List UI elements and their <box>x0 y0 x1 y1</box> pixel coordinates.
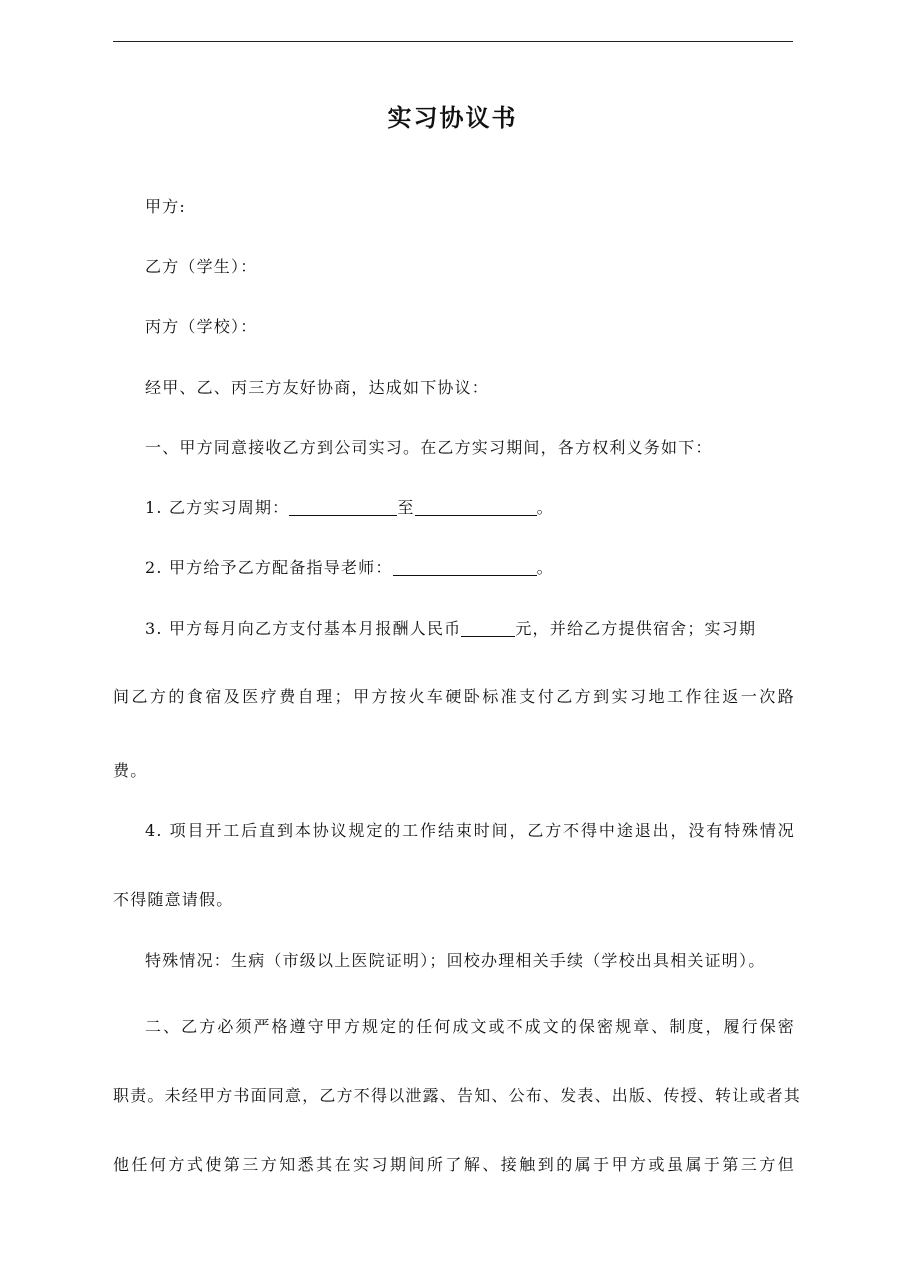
header-rule <box>113 41 793 42</box>
intro-paragraph: 经甲、乙、丙三方友好协商，达成如下协议： <box>145 378 490 397</box>
party-a-label: 甲方: <box>145 197 186 216</box>
section-2-line-2: 职责。未经甲方书面同意，乙方不得以泄露、告知、公布、发表、出版、传授、转让或者其 <box>113 1086 802 1105</box>
section-2-line-1: 二、乙方必须严格遵守甲方规定的任何成文或不成文的保密规章、制度，履行保密 <box>145 1017 795 1036</box>
mentor-blank[interactable] <box>393 559 537 576</box>
item-3-line-3: 费。 <box>113 761 148 780</box>
item-3-after-blank: 元，并给乙方提供宿舍；实习期 <box>515 619 757 638</box>
item-1-suffix: 。 <box>536 498 554 517</box>
salary-blank[interactable] <box>461 620 515 637</box>
party-b-label: 乙方（学生）： <box>145 257 258 276</box>
item-4-line-2: 不得随意请假。 <box>113 890 234 909</box>
special-cases: 特殊情况：生病（市级以上医院证明）；回校办理相关手续（学校出具相关证明）。 <box>145 951 766 970</box>
item-1-prefix: 1. 乙方实习周期： <box>145 498 290 517</box>
item-2-prefix: 2. 甲方给予乙方配备指导老师： <box>145 558 393 577</box>
party-c-label: 丙方（学校）： <box>145 317 258 336</box>
section-2-line-3: 他任何方式使第三方知悉其在实习期间所了解、接触到的属于甲方或虽属于第三方但 <box>113 1155 795 1174</box>
item-2-suffix: 。 <box>536 558 554 577</box>
item-2-mentor <box>145 557 795 579</box>
item-1-period <box>145 497 795 519</box>
document-title: 实习协议书 <box>387 103 518 132</box>
item-1-middle: 至 <box>397 498 415 517</box>
period-end-blank[interactable] <box>415 499 537 516</box>
item-3-prefix: 3. 甲方每月向乙方支付基本月报酬人民币 <box>145 619 462 638</box>
item-4-line-1: 4. 项目开工后直到本协议规定的工作结束时间，乙方不得中途退出，没有特殊情况 <box>145 821 795 840</box>
section-1-heading: 一、甲方同意接收乙方到公司实习。在乙方实习期间，各方权利义务如下： <box>145 438 713 457</box>
period-start-blank[interactable] <box>289 499 397 516</box>
item-3-line-2: 间乙方的食宿及医疗费自理；甲方按火车硬卧标准支付乙方到实习地工作往返一次路 <box>113 687 795 706</box>
item-3-line-1 <box>145 618 795 640</box>
